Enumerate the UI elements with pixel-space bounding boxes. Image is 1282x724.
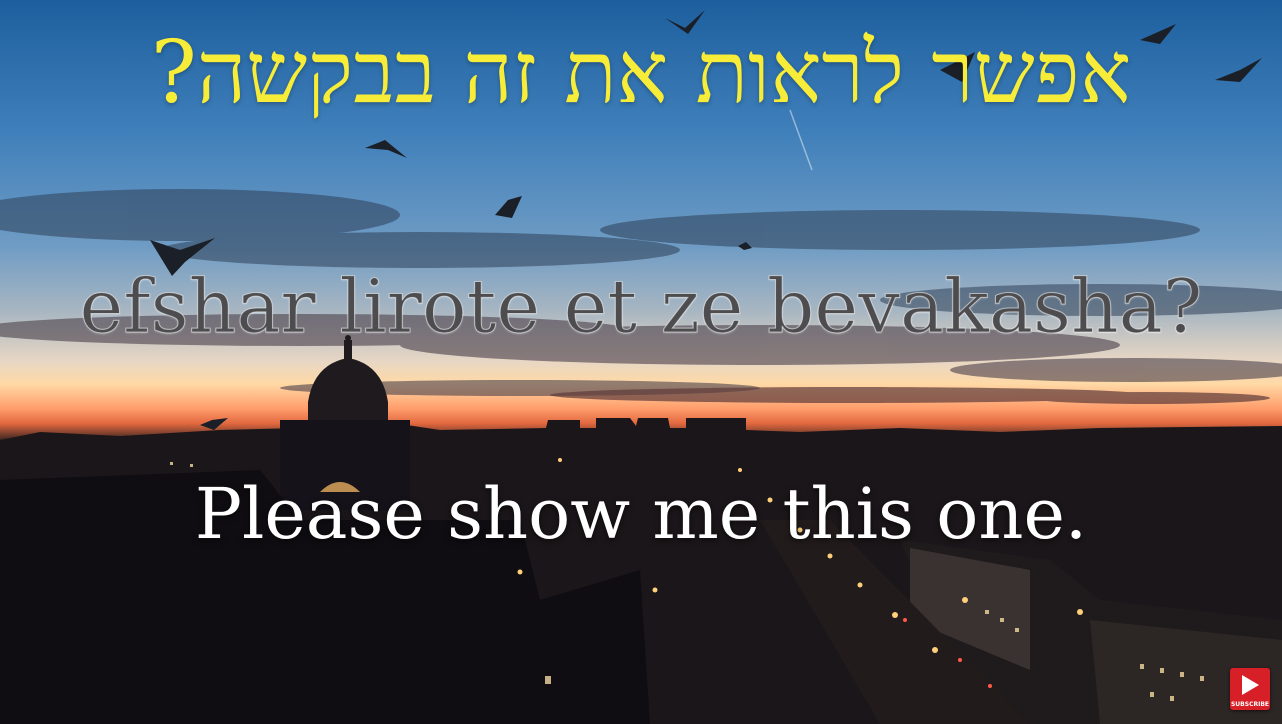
subscribe-button[interactable] <box>1230 668 1270 710</box>
transliteration-text: efshar lirote et ze bevakasha? <box>79 264 1203 350</box>
hebrew-phrase: אפשר לראות את זה בבקשה? <box>150 23 1132 123</box>
play-icon <box>1242 675 1259 695</box>
english-translation: Please show me this one. <box>194 473 1088 555</box>
subscribe-label: SUBSCRIBE <box>1230 701 1269 708</box>
